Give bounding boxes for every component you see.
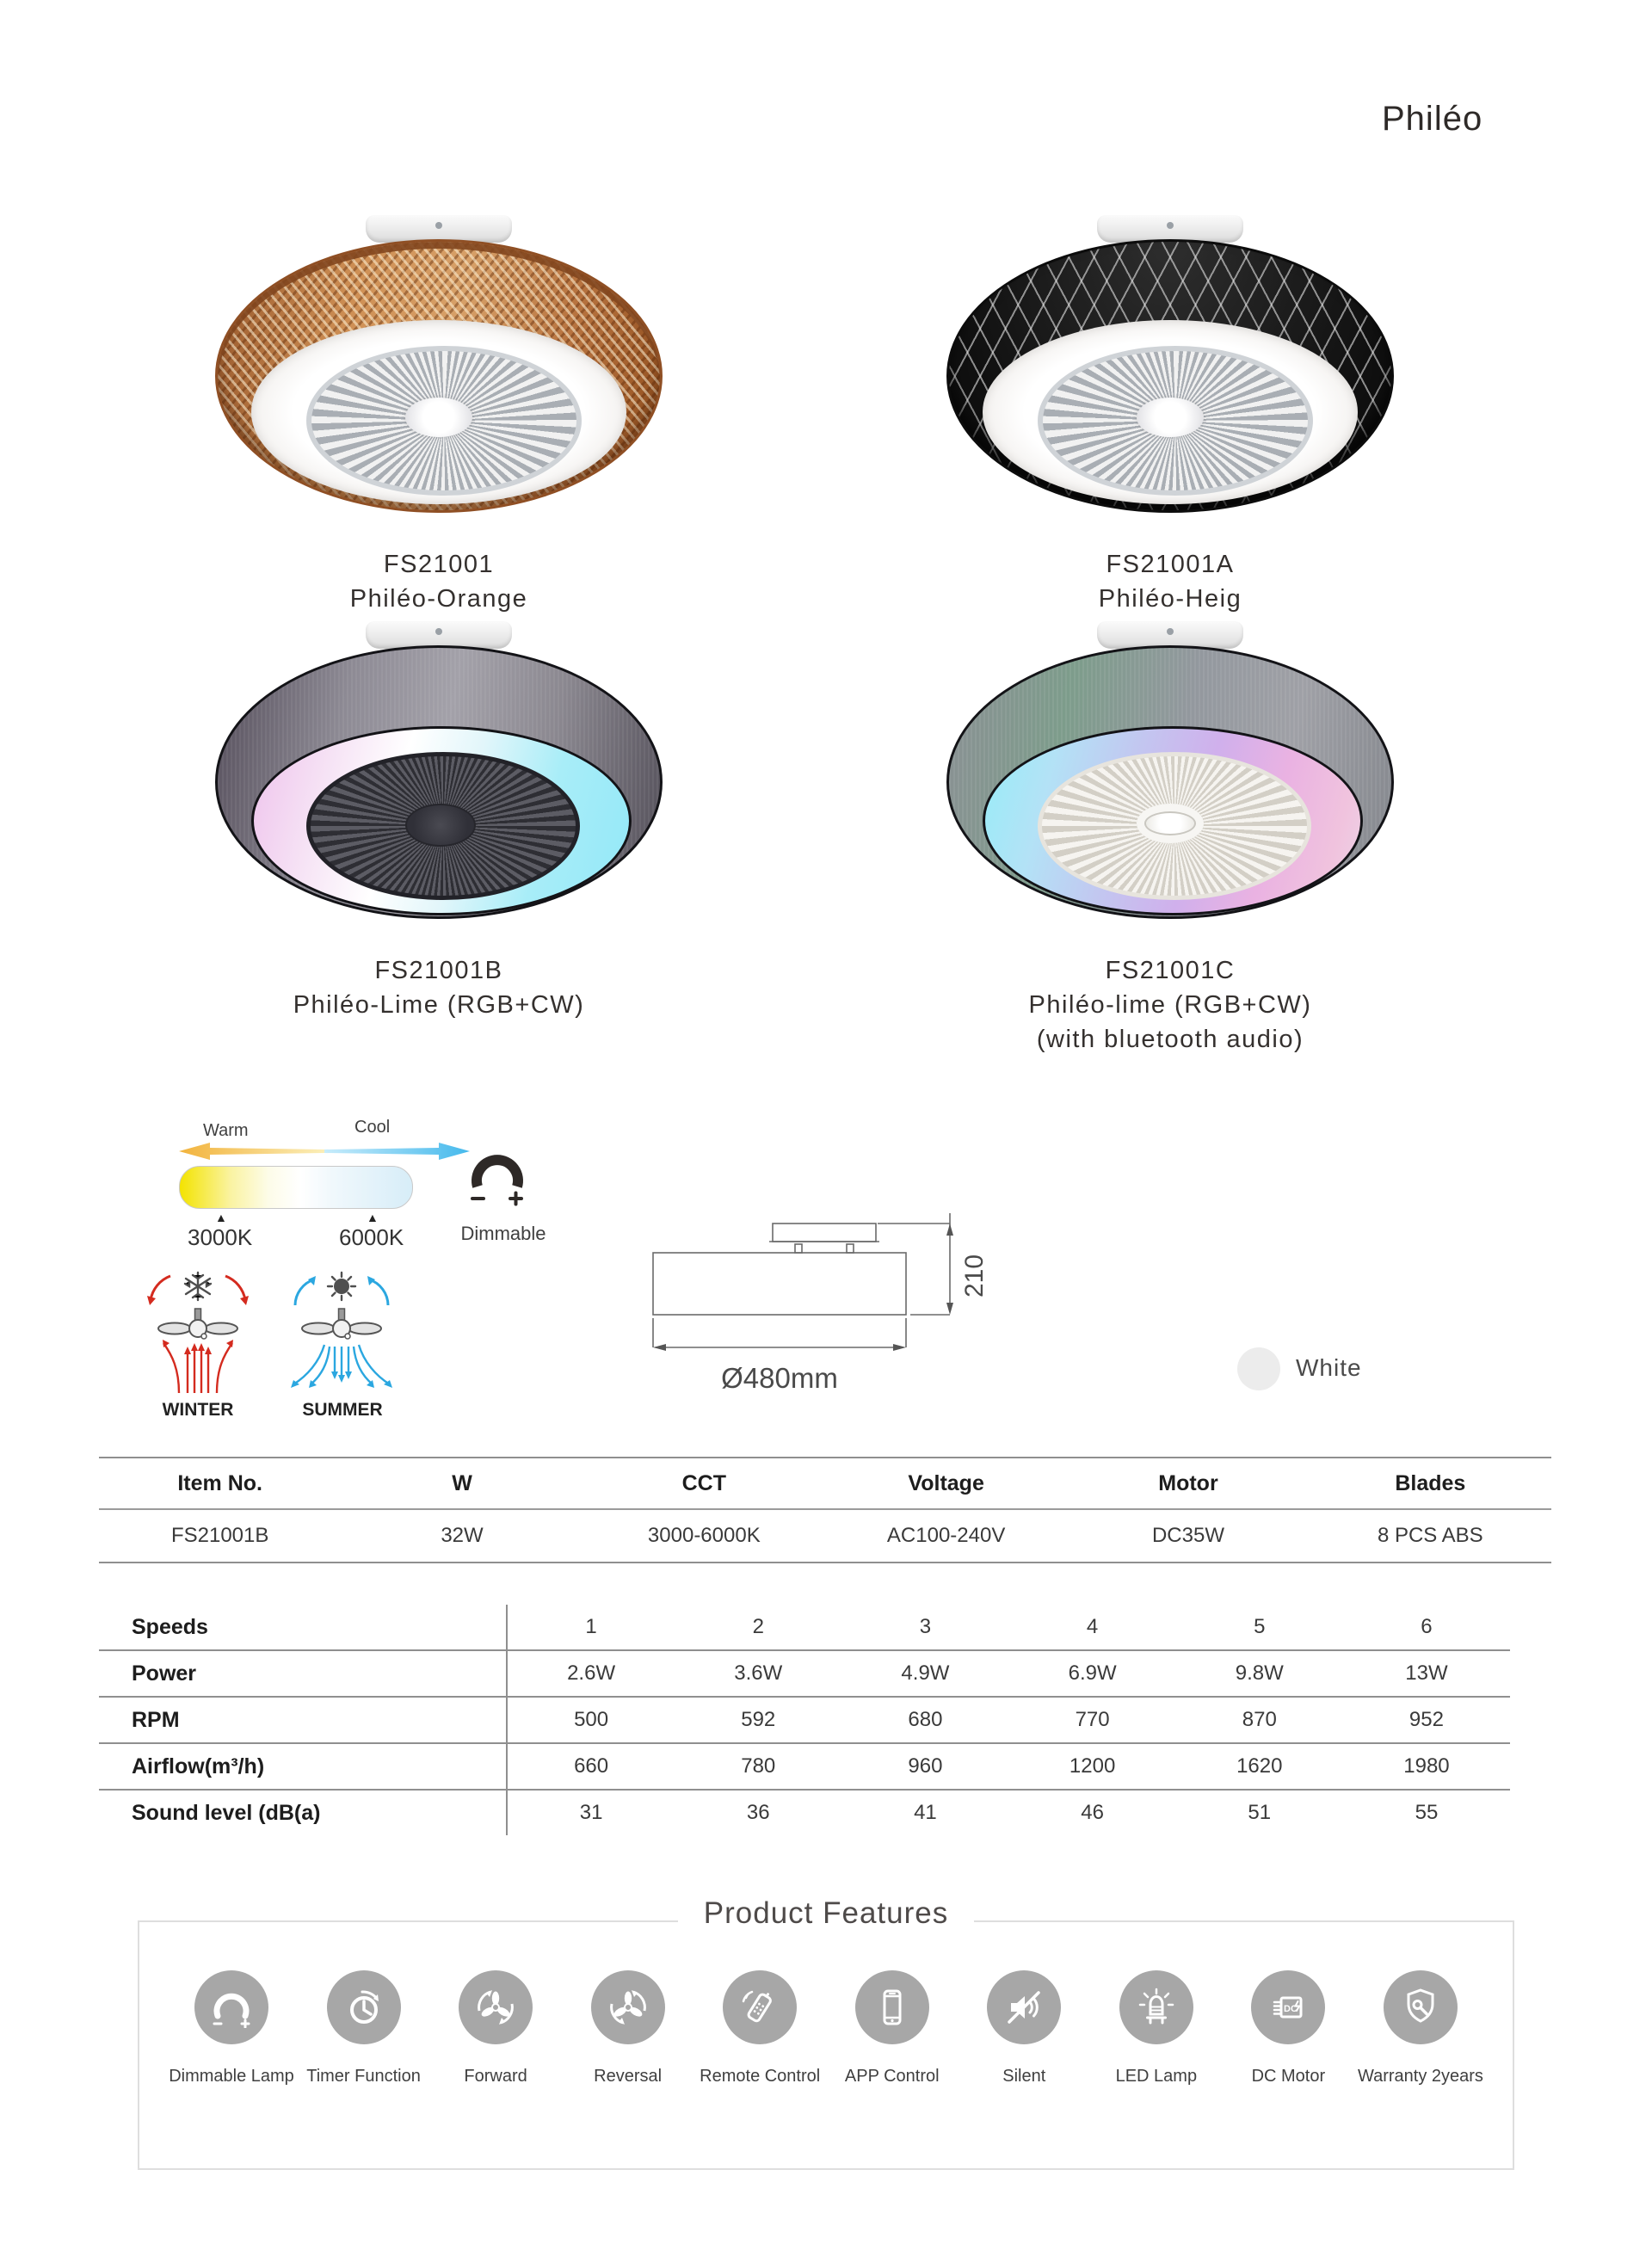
product-name: Philéo-Orange xyxy=(349,585,528,613)
cct-gradient-bar xyxy=(179,1166,413,1209)
cell: 1 xyxy=(585,1615,597,1638)
dimmable-label: Dimmable xyxy=(460,1223,546,1244)
product-photo-rgb-bluetooth-fan xyxy=(946,621,1394,941)
row-label: RPM xyxy=(99,1698,508,1742)
cct-marker-6000k: ▲ xyxy=(367,1211,379,1224)
cell: 41 xyxy=(914,1801,937,1824)
cell: 1200 xyxy=(1069,1754,1116,1778)
reverse-rotation-icon xyxy=(591,1970,665,2044)
speed-table-row xyxy=(99,1651,1510,1698)
spec-value: FS21001B xyxy=(170,1524,269,1547)
warm-label: Warm xyxy=(203,1121,249,1140)
spec-header: W xyxy=(452,1470,472,1495)
features-row xyxy=(139,1970,1513,2086)
cell: 1980 xyxy=(1403,1754,1450,1778)
product-photo-rgb-fan xyxy=(215,621,663,941)
warranty-shield-icon xyxy=(1384,1970,1458,2044)
product-code: FS21001C xyxy=(1105,957,1236,984)
dimmable-icon xyxy=(470,1150,525,1207)
product-code: FS21001A xyxy=(1106,551,1235,578)
row-label: Sound level (dB(a) xyxy=(99,1791,508,1835)
product-name: Philéo-Heig xyxy=(1098,585,1242,613)
dimmable-lamp-icon xyxy=(194,1970,268,2044)
cell: 5 xyxy=(1254,1615,1266,1638)
product-card-fs21001 xyxy=(198,215,680,616)
cell: 9.8W xyxy=(1235,1661,1284,1685)
spec-header: Item No. xyxy=(177,1470,262,1495)
cct-min-label: 3000K xyxy=(188,1224,253,1250)
speed-table-row xyxy=(99,1791,1510,1835)
page-title: Philéo xyxy=(1382,100,1483,138)
cell: 2 xyxy=(752,1615,764,1638)
warm-cool-arrow-icon xyxy=(177,1140,472,1162)
dc-motor-icon xyxy=(1251,1970,1325,2044)
cell: 4 xyxy=(1086,1615,1099,1638)
cell: 31 xyxy=(579,1801,603,1824)
speed-table xyxy=(99,1605,1510,1835)
product-extra: (with bluetooth audio) xyxy=(1036,1026,1304,1053)
product-features-panel xyxy=(138,1896,1514,2170)
feature-timer-function: Timer Function xyxy=(301,1970,427,2086)
cell: 3 xyxy=(919,1615,932,1638)
cell: 960 xyxy=(908,1754,943,1778)
cell: 6 xyxy=(1421,1615,1433,1638)
feature-app-control: APP Control xyxy=(829,1970,955,2086)
spec-table-data-row xyxy=(99,1510,1551,1562)
spec-table xyxy=(99,1457,1551,1563)
spec-value: 32W xyxy=(441,1524,484,1547)
cell: 6.9W xyxy=(1068,1661,1117,1685)
product-photo-black-fan xyxy=(946,215,1394,535)
spec-header: Voltage xyxy=(908,1470,984,1495)
summer-mode-icon xyxy=(280,1267,404,1396)
cell: 55 xyxy=(1415,1801,1439,1824)
cell: 952 xyxy=(1409,1708,1444,1731)
forward-rotation-icon xyxy=(459,1970,533,2044)
row-label: Power xyxy=(99,1651,508,1696)
product-card-fs21001c xyxy=(929,621,1411,1057)
feature-dimmable-lamp: Dimmable Lamp xyxy=(169,1970,294,2086)
spec-table-header-row xyxy=(99,1458,1551,1510)
color-swatch-white xyxy=(1237,1347,1280,1390)
winter-label: WINTER xyxy=(162,1400,234,1420)
fan-speaker-hub xyxy=(1137,804,1204,843)
led-lamp-icon xyxy=(1119,1970,1193,2044)
cool-label: Cool xyxy=(354,1118,391,1137)
cell: 870 xyxy=(1242,1708,1277,1731)
svg-text:DC: DC xyxy=(1284,2004,1298,2014)
speed-table-row xyxy=(99,1744,1510,1791)
cell: 500 xyxy=(574,1708,609,1731)
feature-forward: Forward xyxy=(433,1970,558,2086)
smartphone-icon xyxy=(855,1970,929,2044)
spec-header: CCT xyxy=(681,1470,727,1495)
product-card-fs21001a xyxy=(929,215,1411,616)
cell: 36 xyxy=(746,1801,770,1824)
spec-value: 8 PCS ABS xyxy=(1377,1524,1483,1547)
spec-value: AC100-240V xyxy=(886,1524,1006,1547)
cell: 2.6W xyxy=(567,1661,616,1685)
feature-reversal: Reversal xyxy=(565,1970,691,2086)
speed-table-row xyxy=(99,1605,1510,1651)
cct-marker-3000k: ▲ xyxy=(215,1211,227,1224)
winter-mode-icon xyxy=(136,1267,261,1396)
spec-header: Motor xyxy=(1158,1470,1218,1495)
cell: 770 xyxy=(1075,1708,1110,1731)
feature-remote-control: Remote Control xyxy=(697,1970,823,2086)
feature-warranty: Warranty 2years xyxy=(1358,1970,1483,2086)
product-name: Philéo-lime (RGB+CW) xyxy=(1028,991,1312,1019)
speed-table-row xyxy=(99,1698,1510,1744)
feature-led-lamp: LED Lamp xyxy=(1094,1970,1219,2086)
cell: 46 xyxy=(1081,1801,1104,1824)
spec-value: DC35W xyxy=(1151,1524,1224,1547)
timer-icon xyxy=(327,1970,401,2044)
cct-max-label: 6000K xyxy=(339,1224,404,1250)
product-code: FS21001 xyxy=(383,551,495,578)
cell: 51 xyxy=(1248,1801,1272,1824)
cell: 1620 xyxy=(1236,1754,1283,1778)
feature-silent: Silent xyxy=(961,1970,1087,2086)
product-photo-orange-fan xyxy=(215,215,663,535)
cell: 660 xyxy=(574,1754,609,1778)
cell: 13W xyxy=(1405,1661,1448,1685)
fan-hub xyxy=(405,398,472,437)
cell: 4.9W xyxy=(901,1661,950,1685)
feature-dc-motor: DC DC Motor xyxy=(1225,1970,1351,2086)
cell: 592 xyxy=(741,1708,776,1731)
dimension-drawing xyxy=(644,1194,1005,1420)
remote-control-icon xyxy=(723,1970,797,2044)
fan-hub xyxy=(405,804,476,847)
dimension-height-label: 210 xyxy=(960,1254,989,1298)
cell: 780 xyxy=(741,1754,776,1778)
cell: 3.6W xyxy=(734,1661,783,1685)
color-swatch-label: White xyxy=(1296,1354,1362,1381)
spec-header: Blades xyxy=(1395,1470,1466,1495)
product-code: FS21001B xyxy=(374,957,503,984)
product-name: Philéo-Lime (RGB+CW) xyxy=(293,991,585,1019)
feature-legend xyxy=(120,1114,620,1467)
row-label: Speeds xyxy=(99,1605,508,1649)
silent-icon xyxy=(987,1970,1061,2044)
dimension-diameter-label: Ø480mm xyxy=(721,1362,838,1394)
product-card-fs21001b xyxy=(198,621,680,1022)
spec-value: 3000-6000K xyxy=(647,1524,761,1547)
features-title: Product Features xyxy=(678,1896,974,1931)
fan-hub xyxy=(1137,398,1204,437)
row-label: Airflow(m³/h) xyxy=(99,1744,508,1789)
summer-label: SUMMER xyxy=(302,1400,383,1420)
cell: 680 xyxy=(908,1708,943,1731)
